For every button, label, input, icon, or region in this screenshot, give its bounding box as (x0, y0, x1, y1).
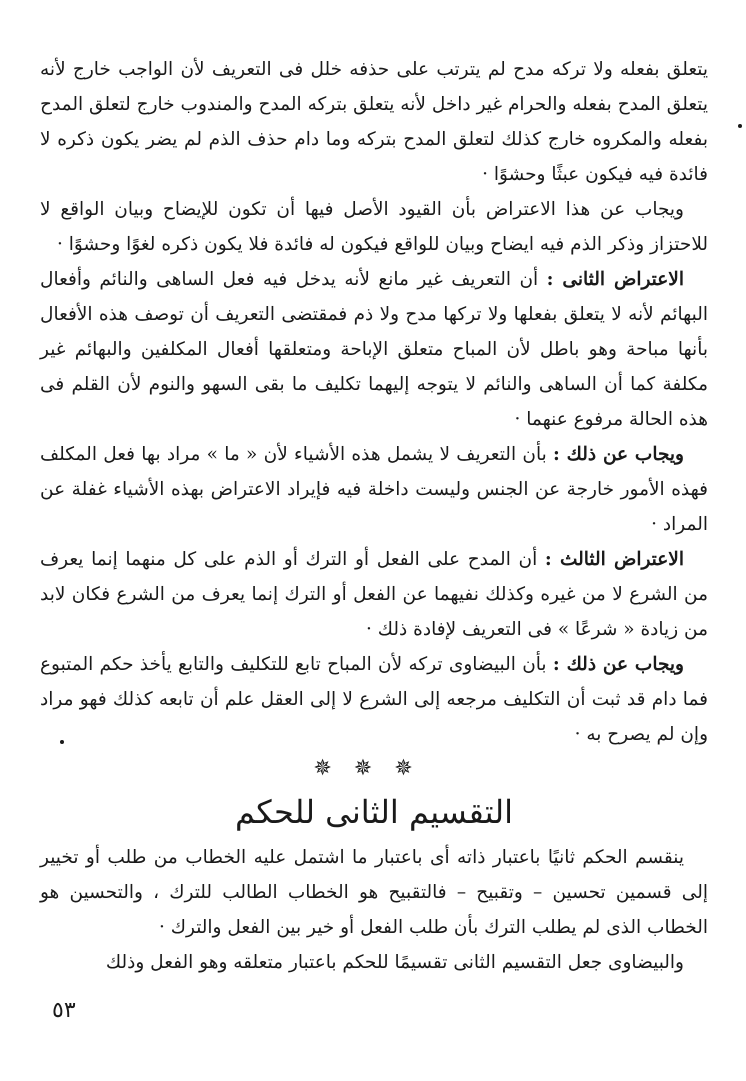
answer-2-lead: ويجاب عن ذلك : (553, 444, 684, 465)
paragraph-objection-2 (40, 262, 708, 437)
page-number: ٥٣ (52, 998, 76, 1023)
paragraph-answer-3 (40, 647, 708, 752)
section-2-text: والبيضاوى جعل التقسيم الثانى تقسيمًا للحكم باعتبار متعلقه وهو الفعل وذلك (105, 952, 684, 973)
star-ornament: ✵✵✵ (313, 756, 435, 781)
objection-2-lead: الاعتراض الثانى : (546, 269, 684, 290)
paragraph-intro (40, 52, 708, 192)
paragraph-section-1 (40, 840, 708, 945)
section-heading: التقسيم الثانى للحكم (235, 793, 513, 831)
paragraph-section-2 (40, 945, 708, 980)
margin-speck (738, 124, 742, 128)
page-body (40, 52, 708, 1041)
intro-text: يتعلق بفعله ولا تركه مدح لم يترتب على حذفه خلل فى التعريف لأن الواجب خارج لأنه يتعلق المدح بفعله والحرام غير داخل لأنه يتعلق بتركه المدح والمندوب خارج لتعلق المدح بفعله والمكروه خارج كذلك لتعلق المدح بتركه وما دام حذف الذم لم يضر يكون ذكره لا فائدة فيه فيكون عبثًا وحشوًا · (40, 59, 708, 185)
margin-speck (60, 740, 64, 744)
answer-3-lead: ويجاب عن ذلك : (552, 654, 684, 675)
answer-3-text: بأن البيضاوى تركه لأن المباح تابع للتكليف والتابع يأخذ حكم المتبوع فما دام قد ثبت أن التكليف مرجعه إلى الشرع لا إلى العقل علم أن تابعه كذلك فهو مراد وإن لم يصرح به · (40, 654, 708, 745)
objection-3-text: أن المدح على الفعل أو الترك أو الذم على كل منهما إنما يعرف من الشرع لا من غيره وكذلك نفيهما عن الفعل أو الترك إنما يعرف من الشرع فكان لابد من زيادة « شرعًا » فى التعريف لإفادة ذلك · (40, 549, 708, 640)
paragraph-answer-1 (40, 192, 708, 262)
section-1-text: ينقسم الحكم ثانيًا باعتبار ذاته أى باعتبار ما اشتمل عليه الخطاب من طلب أو تخيير إلى قسمين تحسين – وتقبيح – فالتقبيح هو الخطاب الطالب للترك ، والتحسين هو الخطاب الذى لم يطلب الترك بأن طلب الفعل أو خير بين الفعل والترك · (40, 847, 708, 938)
objection-2-text: أن التعريف غير مانع لأنه يدخل فيه فعل الساهى والنائم وأفعال البهائم لأنه لا يتعلق بفعلها ولا تركها مدح ولا ذم فمقتضى التعريف أن توصف هذه الأفعال بأنها مباحة وهو باطل لأن المباح متعلق الإباحة ومتعلقها أفعال المكلفين والبهائم غير مكلفة كما أن الساهى والنائم لا يتوجه إليهما تكليف ما بقى السهو والنوم لأن القلم فى هذه الحالة مرفوع عنهما · (40, 269, 708, 430)
answer-2-text: بأن التعريف لا يشمل هذه الأشياء لأن « ما » مراد بها فعل المكلف فهذه الأمور خارجة عن الجنس وليست داخلة فيه فإيراد الاعتراض بهذه الأشياء غفلة عن المراد · (40, 444, 708, 535)
answer-1-text: ويجاب عن هذا الاعتراض بأن القيود الأصل فيها أن تكون للإيضاح وبيان الواقع لا للاحتزاز وذكر الذم فيه ايضاح وبيان للواقع فيكون له فائدة فلا يكون ذكره لغوًا وحشوًا · (40, 199, 708, 255)
paragraph-objection-3 (40, 542, 708, 647)
paragraph-answer-2 (40, 437, 708, 542)
objection-3-lead: الاعتراض الثالث : (544, 549, 684, 570)
